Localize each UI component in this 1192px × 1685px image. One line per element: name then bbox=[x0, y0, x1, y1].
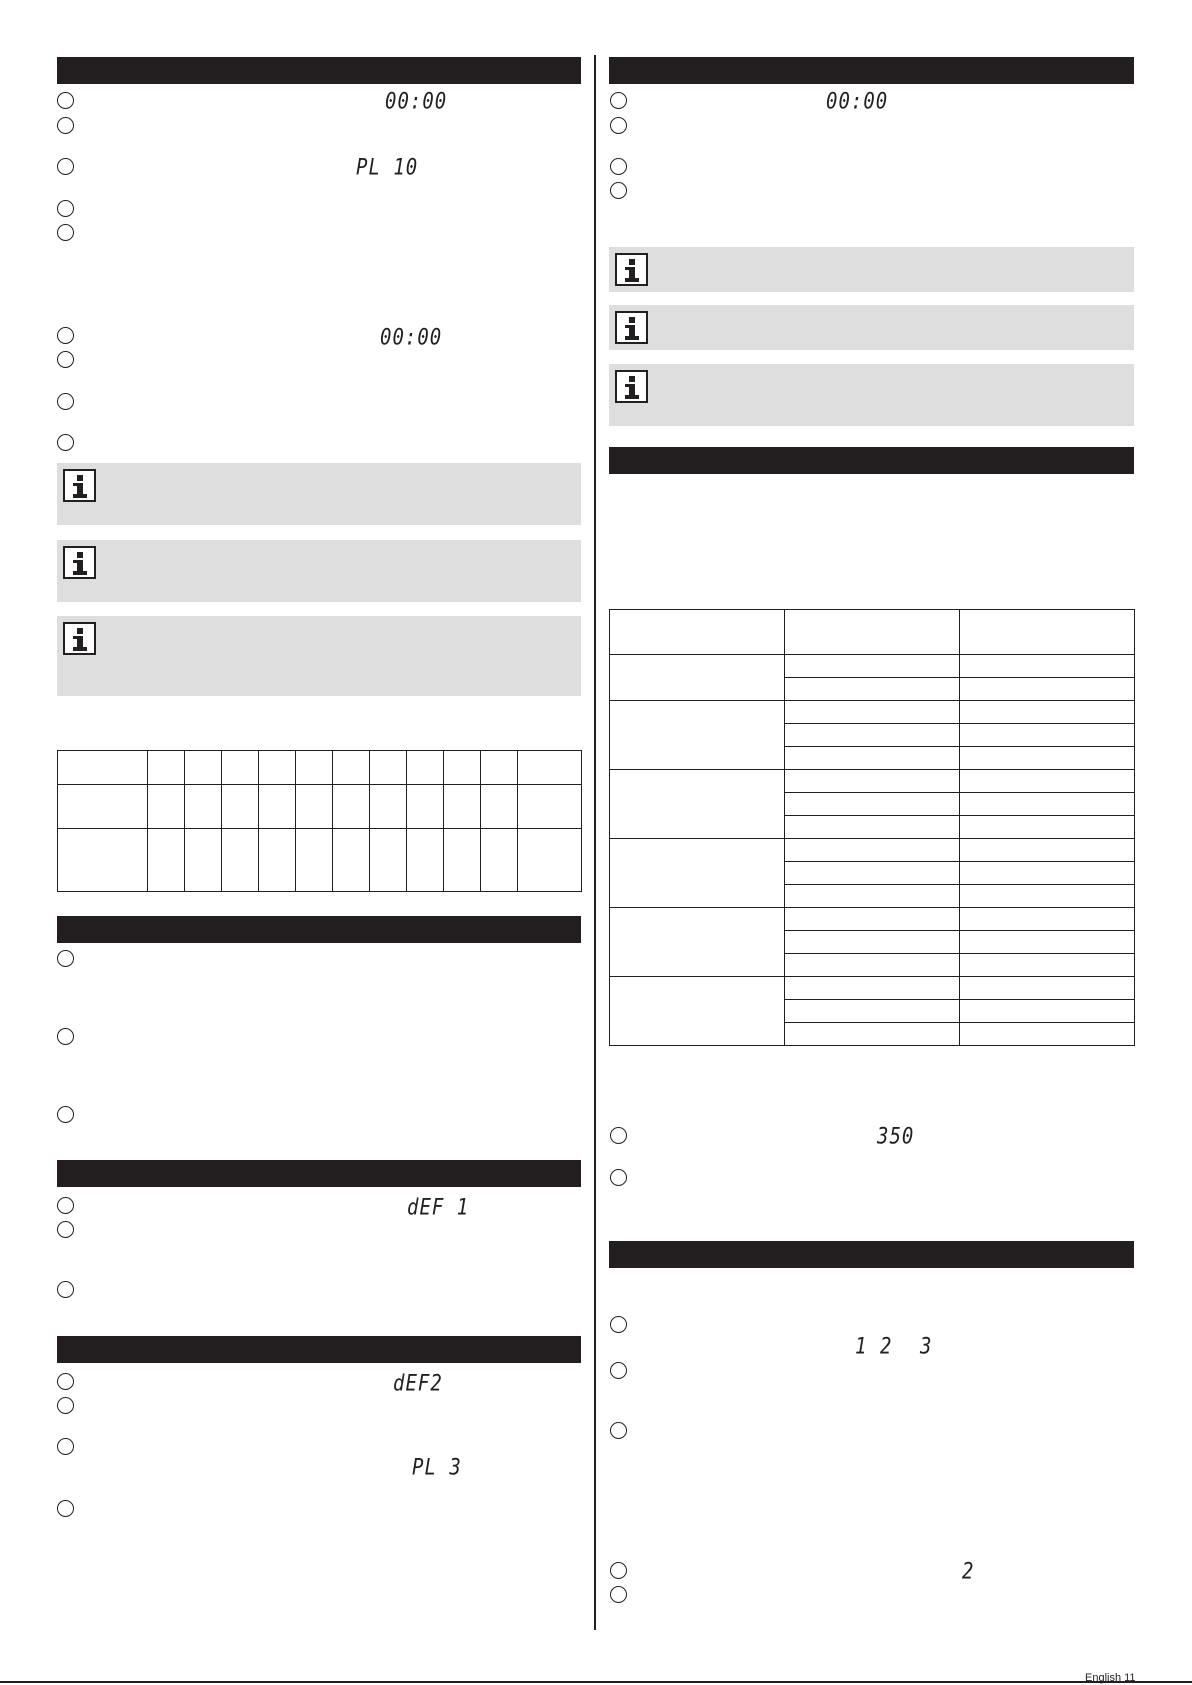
info-panel bbox=[57, 463, 581, 525]
step-circle-icon bbox=[57, 1028, 74, 1045]
power-level-table bbox=[57, 750, 582, 892]
section-header-bar bbox=[57, 1160, 581, 1187]
step-circle-icon bbox=[57, 950, 74, 967]
step-circle-icon bbox=[57, 1438, 74, 1455]
step-circle-icon bbox=[57, 92, 74, 109]
table-row bbox=[58, 751, 582, 785]
info-panel bbox=[609, 305, 1134, 350]
step-circle-icon bbox=[57, 1106, 74, 1123]
section-header-bar bbox=[57, 57, 581, 84]
info-panel bbox=[609, 364, 1134, 426]
lcd-display-defrost-1: dEF 1 bbox=[407, 1194, 470, 1221]
info-icon bbox=[615, 253, 648, 286]
step-circle-icon bbox=[57, 117, 74, 134]
info-icon bbox=[63, 622, 96, 655]
footer-rule bbox=[0, 1681, 1192, 1683]
page-number: English 11 bbox=[1085, 1672, 1136, 1684]
step-circle-icon bbox=[57, 351, 74, 368]
lcd-display-digit: 3 bbox=[920, 1333, 933, 1360]
step-circle-icon bbox=[57, 224, 74, 241]
step-circle-icon bbox=[610, 1316, 627, 1333]
section-header-bar bbox=[609, 57, 1134, 84]
step-circle-icon bbox=[610, 1422, 627, 1439]
table-row bbox=[610, 701, 1135, 724]
info-icon bbox=[63, 546, 96, 579]
step-circle-icon bbox=[610, 1562, 627, 1579]
table-row bbox=[58, 785, 582, 829]
auto-cook-table bbox=[609, 609, 1135, 1046]
info-panel bbox=[609, 247, 1134, 292]
step-circle-icon bbox=[57, 1373, 74, 1390]
step-circle-icon bbox=[610, 1362, 627, 1379]
info-icon bbox=[615, 311, 648, 344]
section-header-bar bbox=[57, 916, 581, 943]
lcd-display-digit: 2 bbox=[880, 1333, 893, 1360]
step-circle-icon bbox=[57, 393, 74, 410]
lcd-display-digit: 1 bbox=[855, 1333, 868, 1360]
step-circle-icon bbox=[610, 117, 627, 134]
table-row bbox=[610, 839, 1135, 862]
column-divider bbox=[594, 55, 596, 1630]
step-circle-icon bbox=[57, 158, 74, 175]
step-circle-icon bbox=[610, 1127, 627, 1144]
step-circle-icon bbox=[610, 1169, 627, 1186]
table-row bbox=[610, 977, 1135, 1000]
section-header-bar bbox=[609, 447, 1134, 474]
lcd-display-power-level: PL 10 bbox=[356, 154, 419, 181]
step-circle-icon bbox=[610, 1586, 627, 1603]
lcd-display-digit: 2 bbox=[962, 1558, 975, 1585]
lcd-display-time: 00:00 bbox=[826, 88, 889, 115]
lcd-display-time: 00:00 bbox=[385, 88, 448, 115]
lcd-display-power-level: PL 3 bbox=[412, 1454, 462, 1481]
info-icon bbox=[63, 469, 96, 502]
table-row bbox=[58, 829, 582, 892]
step-circle-icon bbox=[57, 1221, 74, 1238]
lcd-display-time: 00:00 bbox=[380, 324, 443, 351]
step-circle-icon bbox=[57, 1281, 74, 1298]
info-panel bbox=[57, 540, 581, 602]
table-header-row bbox=[610, 610, 1135, 655]
table-row bbox=[610, 655, 1135, 678]
table-row bbox=[610, 908, 1135, 931]
info-icon bbox=[615, 370, 648, 403]
lcd-display-defrost-2: dEF2 bbox=[393, 1370, 443, 1397]
step-circle-icon bbox=[610, 158, 627, 175]
table-row bbox=[610, 770, 1135, 793]
step-circle-icon bbox=[57, 1500, 74, 1517]
step-circle-icon bbox=[57, 434, 74, 451]
step-circle-icon bbox=[610, 182, 627, 199]
info-panel bbox=[57, 616, 581, 696]
step-circle-icon bbox=[57, 327, 74, 344]
step-circle-icon bbox=[57, 1197, 74, 1214]
section-header-bar bbox=[609, 1241, 1134, 1268]
lcd-display-weight: 350 bbox=[877, 1123, 915, 1150]
step-circle-icon bbox=[57, 1397, 74, 1414]
section-header-bar bbox=[57, 1336, 581, 1363]
step-circle-icon bbox=[57, 200, 74, 217]
step-circle-icon bbox=[610, 92, 627, 109]
